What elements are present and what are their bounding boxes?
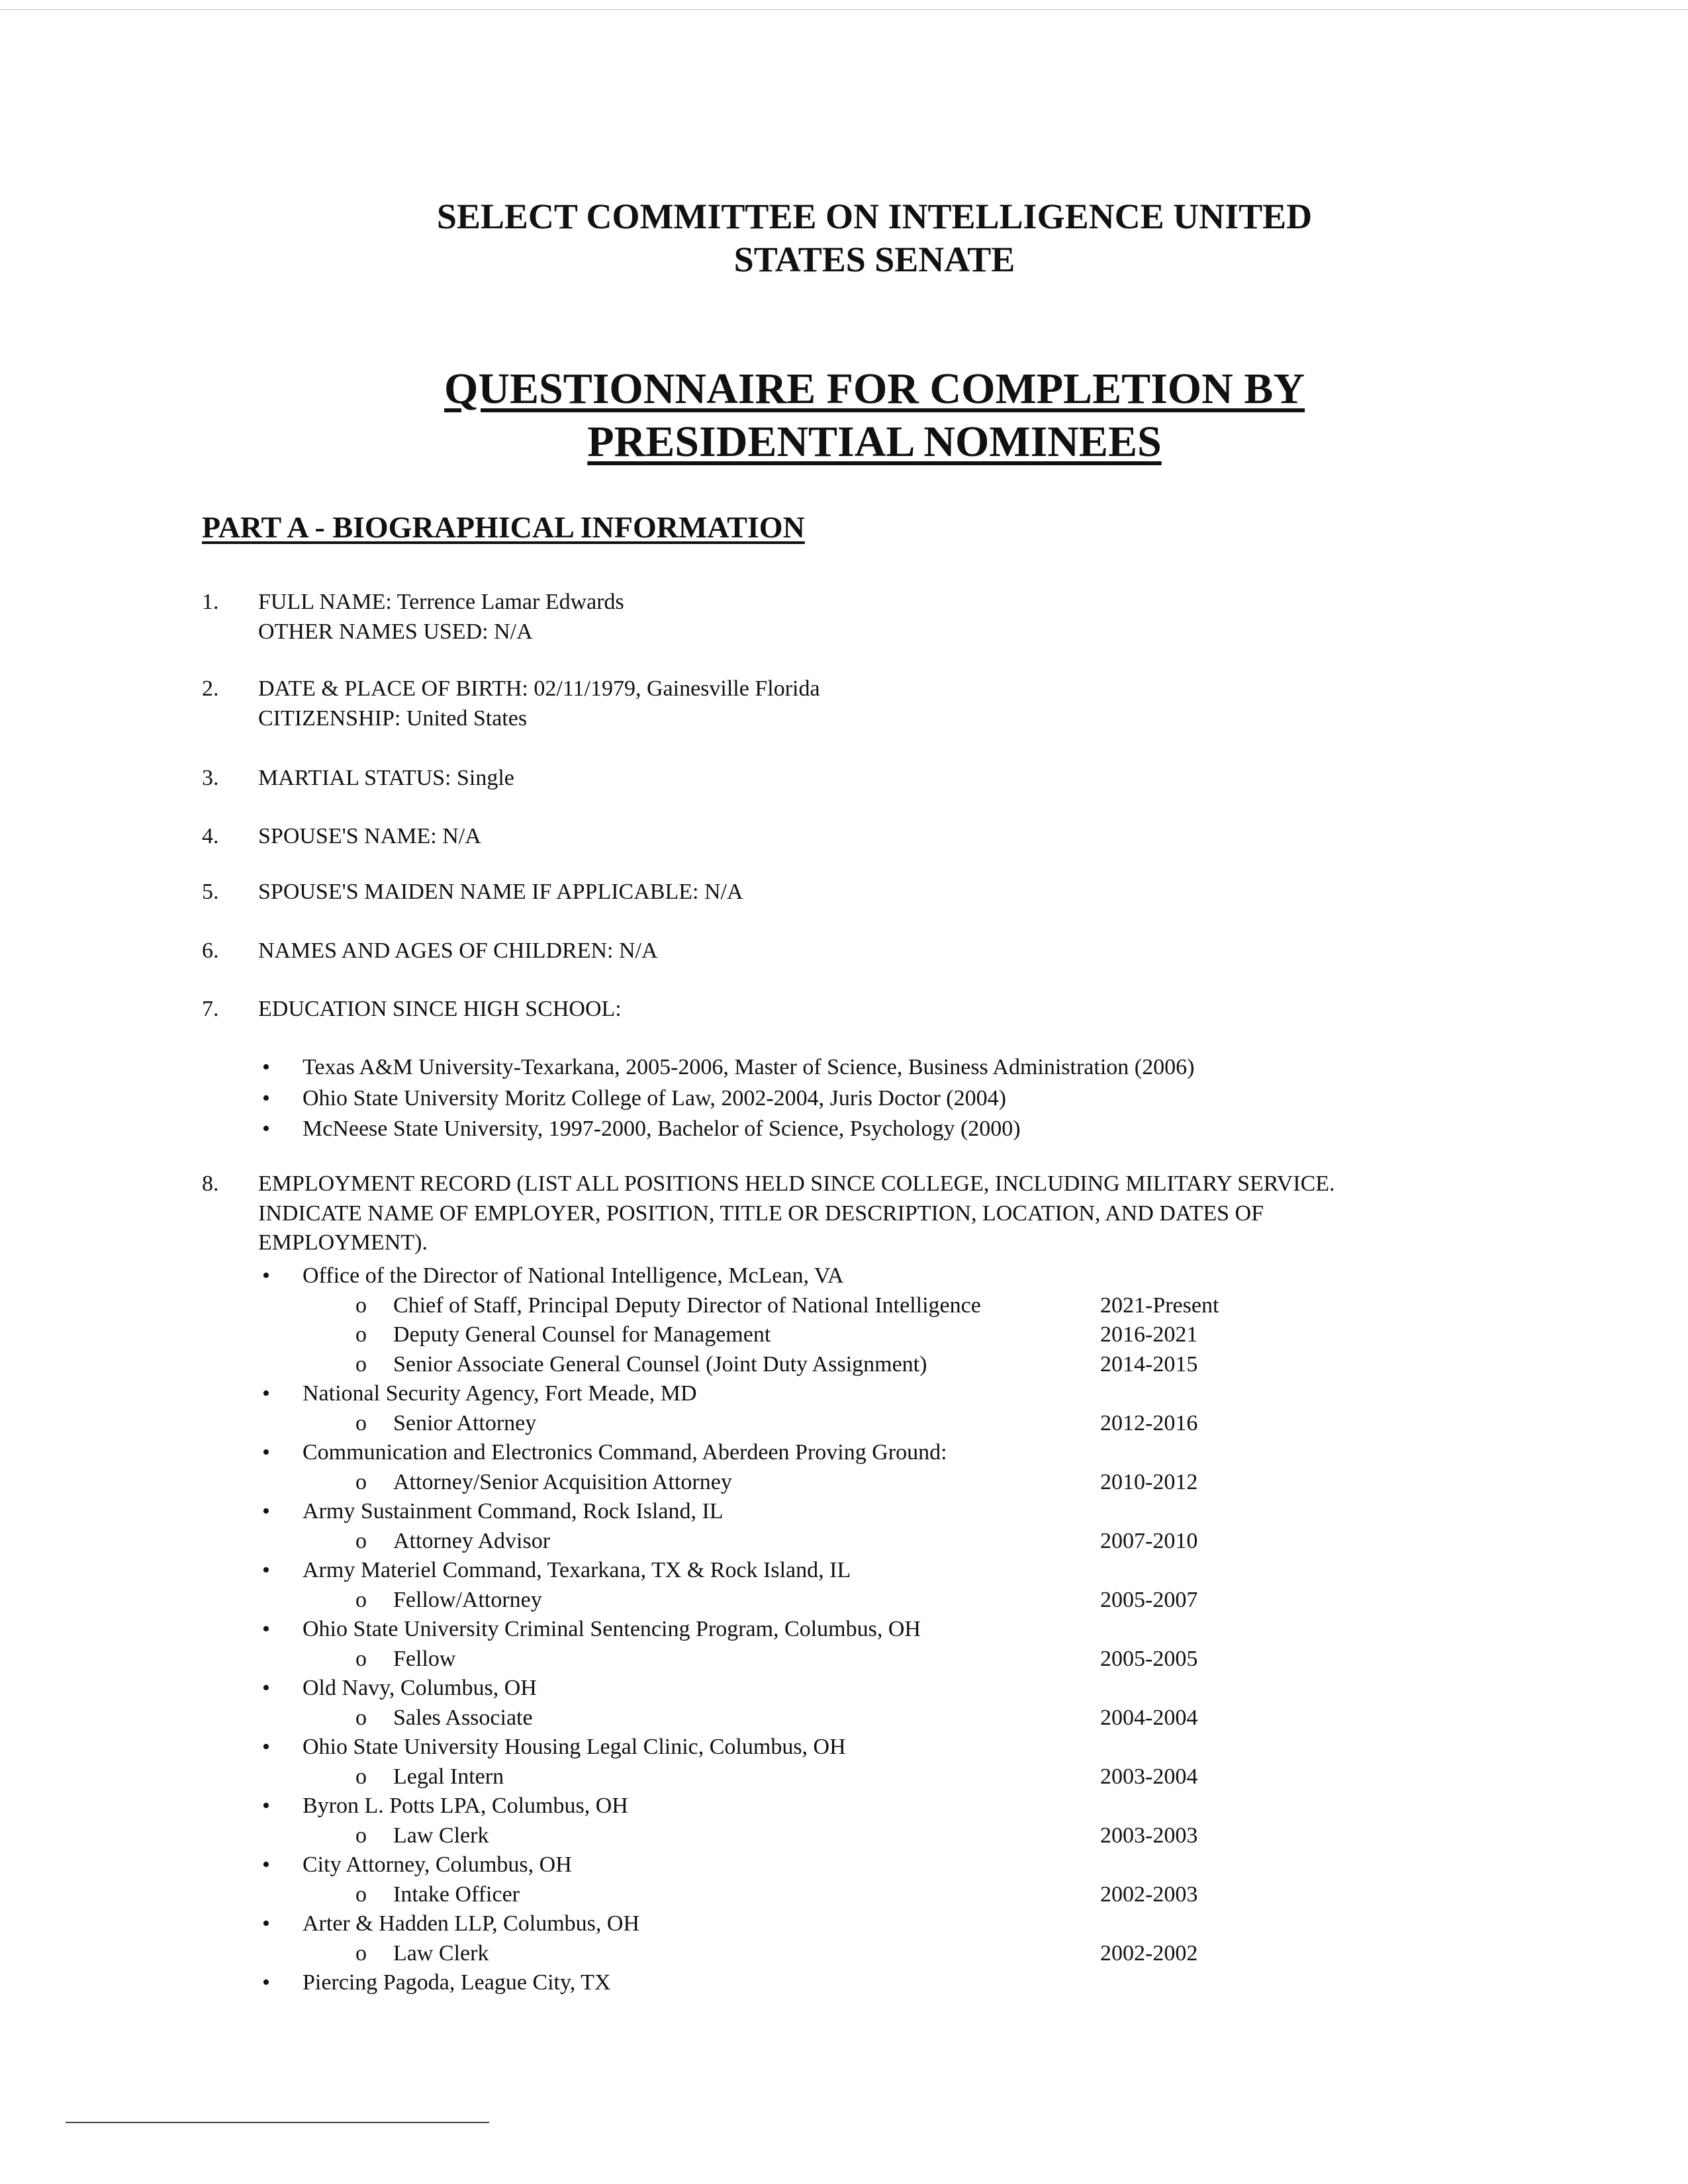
employer-row [202,1674,1526,1704]
item-line: NAMES AND AGES OF CHILDREN: N/A [258,938,658,963]
position-title: Sales Associate [393,1705,533,1730]
bullet-icon: • [262,1794,270,1818]
bio-item [202,936,1526,966]
employer-row [202,1261,1526,1291]
bio-item [202,588,1526,647]
education-text: Ohio State University Moritz College of Law, 2002-2004, Juris Doctor (2004) [303,1085,1006,1111]
employer-name: Old Navy, Columbus, OH [303,1676,537,1700]
position-row [202,1821,1526,1851]
position-title: Attorney/Senior Acquisition Attorney [393,1469,732,1494]
question-line: EMPLOYMENT). [258,1230,428,1255]
position-row [202,1350,1526,1380]
employer-row [202,1438,1526,1468]
employer-row [202,1909,1526,1939]
position-row [202,1409,1526,1439]
position-row [202,1527,1526,1557]
item-text [258,764,1526,794]
position-title: Attorney Advisor [393,1528,551,1553]
sub-bullet-icon: o [355,1587,367,1612]
position-row [202,1291,1526,1321]
item-line: OTHER NAMES USED: N/A [258,619,533,644]
position-dates: 2016-2021 [1100,1322,1198,1347]
bullet-icon: • [262,1852,270,1877]
sub-bullet-icon: o [355,1882,367,1907]
item-line: SPOUSE'S MAIDEN NAME IF APPLICABLE: N/A [258,880,743,904]
bullet-icon: • [262,1381,270,1406]
item-text [258,878,1526,907]
bullet-icon: • [262,1735,270,1759]
sub-bullet-icon: o [355,1764,367,1789]
sub-bullet-icon: o [355,1823,367,1848]
position-title: Fellow/Attorney [393,1587,542,1612]
question-line: INDICATE NAME OF EMPLOYER, POSITION, TITLE OR DESCRIPTION, LOCATION, AND DATES OF [258,1201,1264,1226]
question-line: EMPLOYMENT RECORD (LIST ALL POSITIONS HELD SINCE COLLEGE, INCLUDING MILITARY SERVICE. [258,1171,1335,1196]
position-row [202,1468,1526,1498]
employer-name: Ohio State University Housing Legal Clinic, Columbus, OH [303,1735,846,1759]
section-heading-part-a: PART A - BIOGRAPHICAL INFORMATION [202,510,805,544]
employment-list [202,1261,1526,1998]
position-row [202,1704,1526,1733]
item-number: 6. [202,938,219,963]
position-row [202,1645,1526,1674]
employer-name: City Attorney, Columbus, OH [303,1852,572,1877]
employer-name: Communication and Electronics Command, Aberdeen Proving Ground: [303,1440,947,1465]
committee-header-line2: STATES SENATE [733,240,1015,279]
position-dates: 2021-Present [1100,1293,1219,1318]
document-title-line1: QUESTIONNAIRE FOR COMPLETION BY [444,365,1305,413]
footer-rule [66,2122,489,2123]
education-list [202,1052,1526,1145]
employer-name: Army Materiel Command, Texarkana, TX & Rock Island, IL [303,1558,851,1582]
item-number: 1. [202,590,219,614]
employer-row [202,1556,1526,1586]
sub-bullet-icon: o [355,1705,367,1730]
bio-item [202,674,1526,733]
employer-name: Arter & Hadden LLP, Columbus, OH [303,1911,640,1936]
education-entry [202,1083,1526,1115]
employer-row [202,1615,1526,1645]
bullet-icon: • [262,1116,270,1141]
bullet-icon: • [262,1676,270,1700]
item-text [258,822,1526,852]
position-dates: 2012-2016 [1100,1410,1198,1435]
employer-row [202,1968,1526,1998]
item-line: DATE & PLACE OF BIRTH: 02/11/1979, Gainesville Florida [258,676,820,701]
position-title: Law Clerk [393,1940,489,1966]
employer-name: Piercing Pagoda, League City, TX [303,1970,611,1995]
item-text [258,674,1526,733]
position-dates: 2007-2010 [1100,1528,1198,1553]
position-dates: 2002-2003 [1100,1882,1198,1907]
item-line: FULL NAME: Terrence Lamar Edwards [258,590,624,614]
position-dates: 2014-2015 [1100,1351,1198,1377]
item-text [258,995,1526,1024]
education-entry [202,1114,1526,1145]
bio-item [202,822,1526,852]
document-title-line2: PRESIDENTIAL NOMINEES [587,418,1162,466]
employment-record-question [202,1169,1526,1258]
position-title: Chief of Staff, Principal Deputy Director of National Intelligence [393,1293,981,1318]
sub-bullet-icon: o [355,1322,367,1347]
bio-item [202,764,1526,794]
item-line: EDUCATION SINCE HIGH SCHOOL: [258,997,622,1021]
position-title: Legal Intern [393,1764,504,1789]
item-number: 3. [202,766,219,790]
position-title: Senior Associate General Counsel (Joint Duty Assignment) [393,1351,927,1377]
sub-bullet-icon: o [355,1469,367,1494]
position-row [202,1762,1526,1792]
employer-name: National Security Agency, Fort Meade, MD [303,1381,697,1406]
position-dates: 2003-2004 [1100,1764,1198,1789]
item-number: 2. [202,676,219,701]
position-title: Deputy General Counsel for Management [393,1322,771,1347]
position-title: Senior Attorney [393,1410,537,1435]
education-text: Texas A&M University-Texarkana, 2005-2006, Master of Science, Business Administration (2006) [303,1055,1195,1079]
position-dates: 2004-2004 [1100,1705,1198,1730]
bullet-icon: • [262,1263,270,1288]
bullet-icon: • [262,1055,270,1079]
employer-name: Office of the Director of National Intelligence, McLean, VA [303,1263,844,1288]
bullet-icon: • [262,1440,270,1465]
position-row [202,1586,1526,1615]
item-number: 4. [202,824,219,848]
item-text [258,936,1526,966]
sub-bullet-icon: o [355,1293,367,1318]
employer-row [202,1850,1526,1880]
sub-bullet-icon: o [355,1528,367,1553]
sub-bullet-icon: o [355,1351,367,1377]
position-dates: 2005-2005 [1100,1646,1198,1671]
employer-row [202,1497,1526,1527]
position-dates: 2002-2002 [1100,1940,1198,1966]
employer-row [202,1792,1526,1821]
education-text: McNeese State University, 1997-2000, Bachelor of Science, Psychology (2000) [303,1116,1021,1141]
bullet-icon: • [262,1617,270,1641]
position-row [202,1320,1526,1350]
position-row [202,1939,1526,1969]
employer-row [202,1379,1526,1409]
bio-item [202,995,1526,1024]
position-title: Intake Officer [393,1882,520,1907]
position-dates: 2003-2003 [1100,1823,1198,1848]
bullet-icon: • [262,1970,270,1995]
bullet-icon: • [262,1085,270,1111]
item-line: SPOUSE'S NAME: N/A [258,824,481,848]
item-number: 7. [202,997,219,1021]
top-scan-edge [0,9,1688,10]
bullet-icon: • [262,1558,270,1582]
item-line: CITIZENSHIP: United States [258,705,528,731]
item-text [258,588,1526,647]
sub-bullet-icon: o [355,1940,367,1966]
bullet-icon: • [262,1911,270,1936]
item-number: 8. [202,1171,219,1196]
committee-header-line1: SELECT COMMITTEE ON INTELLIGENCE UNITED [436,197,1313,236]
position-dates: 2005-2007 [1100,1587,1198,1612]
sub-bullet-icon: o [355,1646,367,1671]
bullet-icon: • [262,1499,270,1524]
employer-name: Ohio State University Criminal Sentencing Program, Columbus, OH [303,1617,921,1641]
employer-row [202,1733,1526,1762]
item-line: MARTIAL STATUS: Single [258,766,514,790]
sub-bullet-icon: o [355,1410,367,1435]
bio-item [202,878,1526,907]
position-row [202,1880,1526,1910]
position-title: Law Clerk [393,1823,489,1848]
item-number: 5. [202,880,219,904]
education-entry [202,1052,1526,1083]
position-dates: 2010-2012 [1100,1469,1198,1494]
position-title: Fellow [393,1646,456,1671]
employer-name: Army Sustainment Command, Rock Island, IL [303,1499,724,1524]
employer-name: Byron L. Potts LPA, Columbus, OH [303,1794,628,1818]
